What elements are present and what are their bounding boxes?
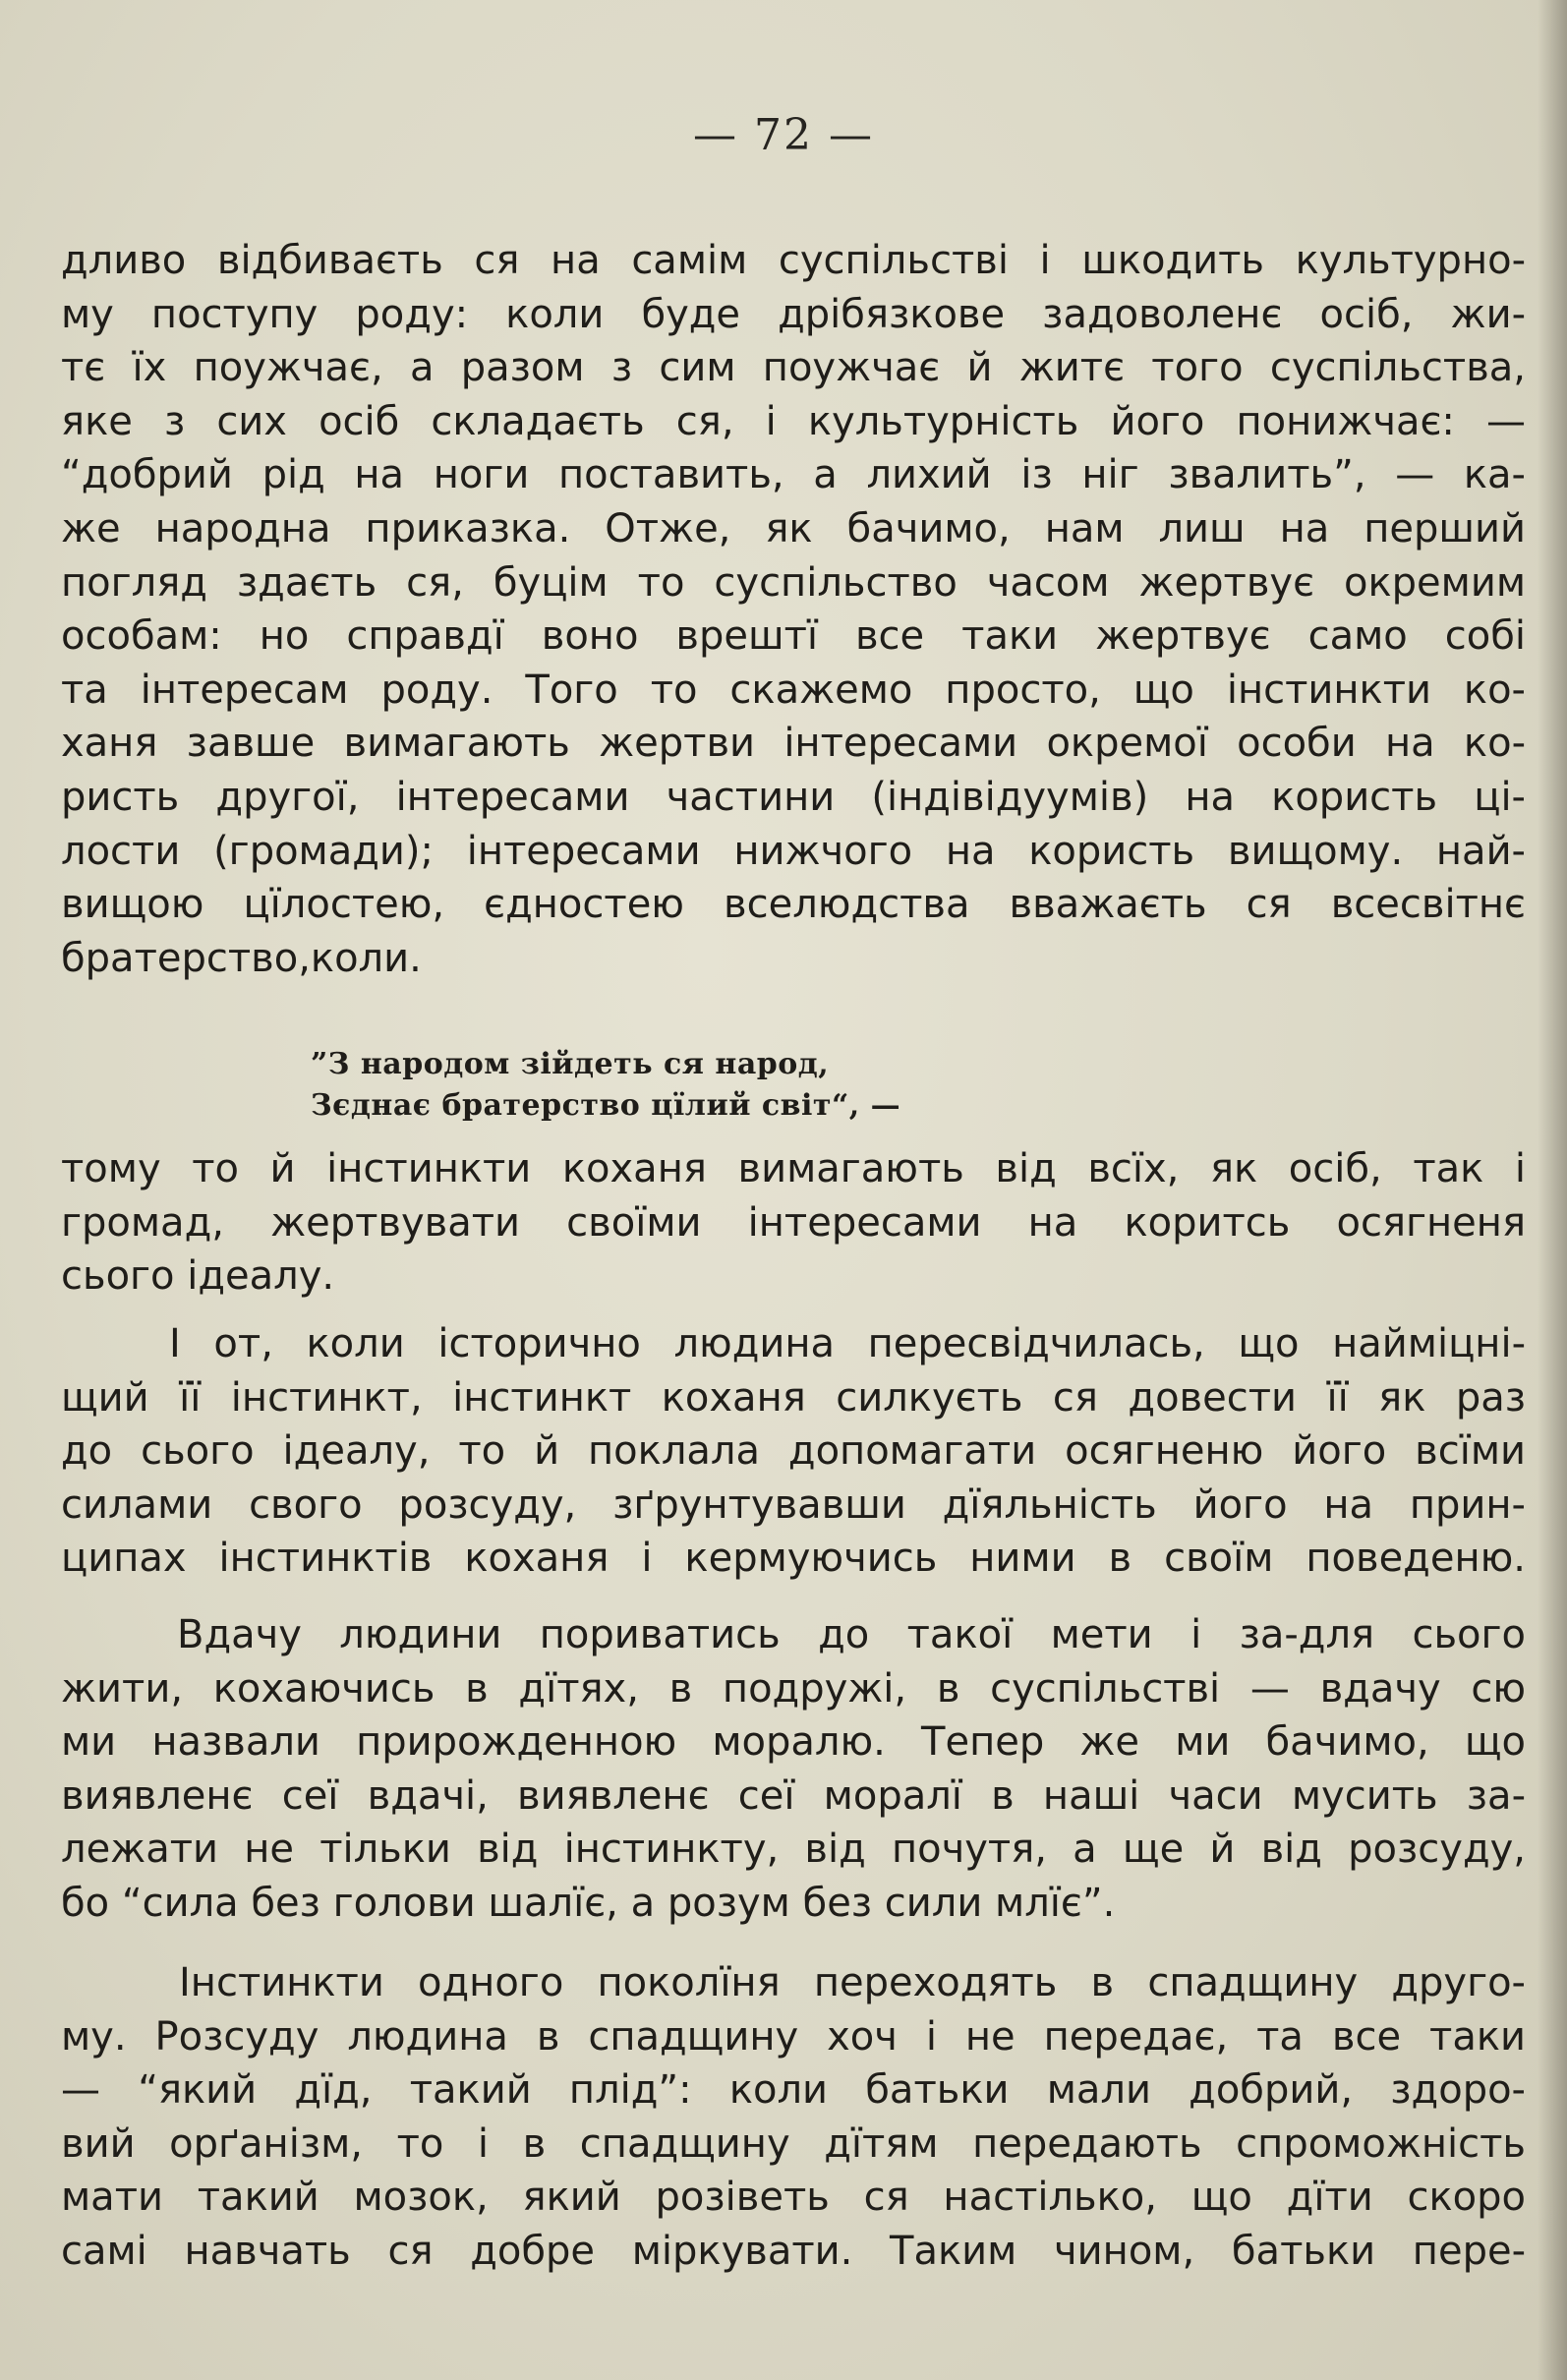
text-line: силами свого розсуду, зґрунтувавши дїяльність його на прин- <box>61 1481 1526 1528</box>
text-line: вий орґанізм, то і в спадщину дїтям передають спроможність <box>61 2120 1526 2167</box>
text-line: дливо відбиваєть ся на самім суспільстві і шкодить культурно- <box>61 238 1526 283</box>
text-line: особам: но справдї воно врештї все таки жертвує само собі <box>61 613 1526 660</box>
text-line: братерство,коли. <box>61 935 422 981</box>
text-line: ристь другої, інтересами частини (індівідуумів) на користь ці- <box>61 774 1526 820</box>
text-line: жити, кохаючись в дїтях, в подружі, в суспільстві — вдачу сю <box>61 1665 1526 1712</box>
text-line: ципах інстинктів коханя і кермуючись ними в своїм поведеню. <box>61 1536 1526 1582</box>
text-line: до сього ідеалу, то й поклала допомагати осягненю його всїми <box>61 1428 1526 1475</box>
text-line: бо “сила без голови шалїє, а розум без сили млїє”. <box>61 1880 1116 1926</box>
text-line: му. Розсуду людина в спадщину хоч і не передає, та все таки <box>61 2013 1526 2060</box>
paragraph-1 <box>61 234 1526 985</box>
text-line: тому то й інстинкти коханя вимагають від всїх, як осіб, так і <box>61 1146 1526 1191</box>
paragraph-5 <box>61 1956 1526 2279</box>
text-line: тє їх поужчає, а разом з сим поужчає й житє того суспільства, <box>61 345 1526 391</box>
verse-line: ”З народом зійдеть ся народ, <box>311 1047 830 1081</box>
text-line: — “який дїд, такий плід”: коли батьки мали добрий, здоро- <box>61 2067 1526 2114</box>
text-line: “добрий рід на ноги поставить, а лихий із ніг звалить”, — ка- <box>61 452 1526 498</box>
text-line: громад, жертвувати своїми інтересами на коритсь осягненя <box>61 1199 1526 1246</box>
text-line: лежати не тільки від інстинкту, від почутя, а ще й від розсуду, <box>61 1827 1526 1873</box>
text-line: виявленє сеї вдачі, виявленє сеї моралї в наші часи мусить за- <box>61 1772 1526 1819</box>
text-line: ханя завше вимагають жертви інтересами окремої особи на ко- <box>61 721 1526 767</box>
page-number: — 72 — <box>693 110 874 160</box>
text-line: вищою цїлостею, єдностею вселюдства вважаєть ся всесвітнє <box>61 882 1526 928</box>
text-line: самі навчать ся добре міркувати. Таким чином, батьки пере- <box>61 2228 1526 2274</box>
text-line: мати такий мозок, який розіветь ся настілько, що дїти скоро <box>61 2175 1526 2221</box>
text-line: Вдачу людини пориватись до такої мети і за-для сього <box>177 1612 1526 1657</box>
paragraph-3 <box>61 1317 1526 1586</box>
text-line: лости (громади); інтересами нижчого на користь вищому. най- <box>61 828 1526 874</box>
text-line: Інстинкти одного поколїня переходять в спадщину друго- <box>179 1960 1526 2005</box>
verse-quote <box>311 1044 900 1127</box>
text-line: щий її інстинкт, інстинкт коханя силкуєть ся довести її як раз <box>61 1374 1526 1421</box>
text-line: погляд здаєть ся, буцім то суспільство часом жертвує окремим <box>61 559 1526 606</box>
text-line: І от, коли історично людина пересвідчилась, що найміцні- <box>169 1321 1526 1366</box>
text-line: же народна приказка. Отже, як бачимо, нам лиш на перший <box>61 505 1526 551</box>
text-line: та інтересам роду. Того то скажемо просто, що інстинкти ко- <box>61 667 1526 713</box>
text-line: яке з сих осіб складаєть ся, і культурність його понижчає: — <box>61 398 1526 444</box>
verse-line: Зєднає братерство цїлий світ“, — <box>311 1088 901 1123</box>
paragraph-4 <box>61 1608 1526 1931</box>
page-edge-shadow <box>1538 0 1567 2380</box>
text-line: сього ідеалу. <box>61 1253 335 1300</box>
text-line: ми назвали прирожденною моралю. Тепер же ми бачимо, що <box>61 1719 1526 1766</box>
paragraph-2 <box>61 1142 1526 1304</box>
text-line: му поступу роду: коли буде дрібязкове задоволенє осіб, жи- <box>61 291 1526 337</box>
